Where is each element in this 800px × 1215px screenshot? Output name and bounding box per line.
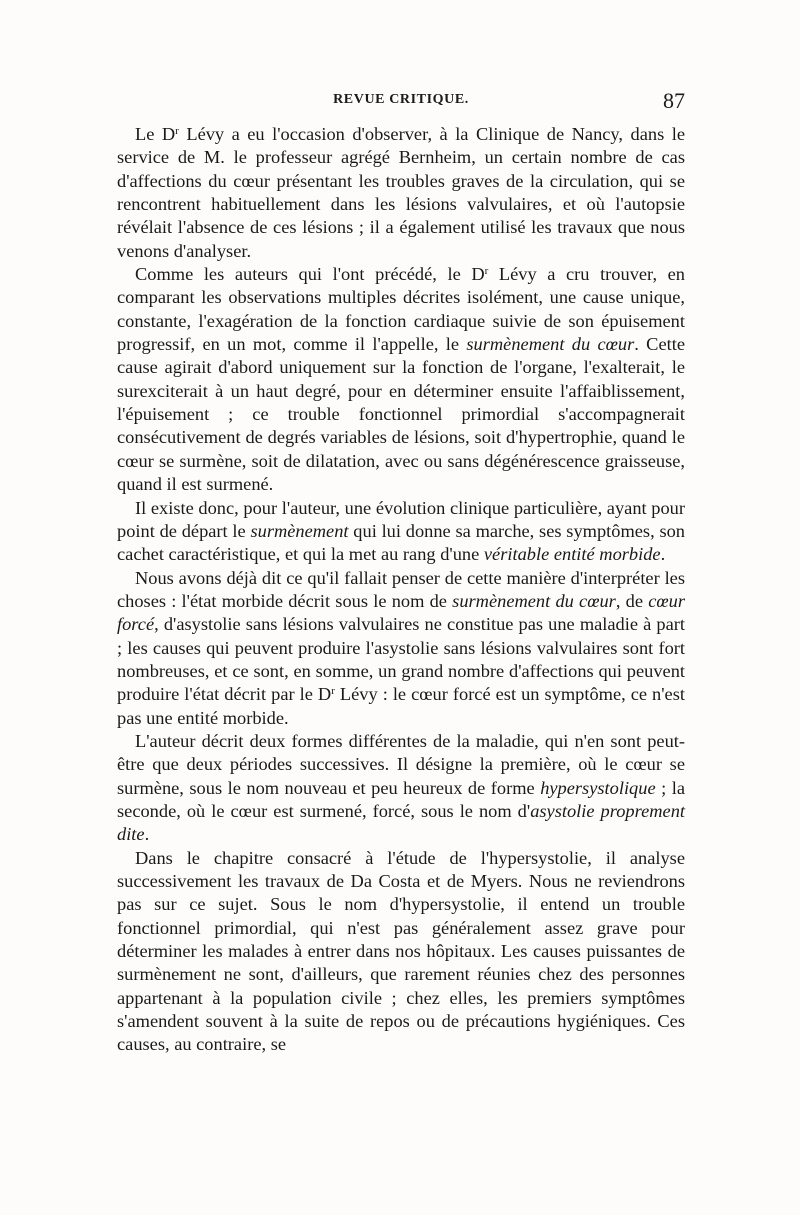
text-run: Nous avons déjà dit ce qu'il fallait penser de cette manière d'interpréter les choses : l'état morbide décrit sous le nom de — [117, 567, 685, 611]
italic-text: asystolie proprement dite — [117, 800, 685, 845]
paragraph — [117, 730, 685, 847]
paragraph — [117, 123, 685, 263]
text-run: Dans le chapitre consacré à l'étude de l'hypersystolie, il analyse successivement les travaux de Da Costa et de Myers. Nous ne reviendrons pas sur ce sujet. Sous le nom d'hypersystolie, il entend un trouble fonctionnel primordial, qui n'est pas généralement assez grave pour déterminer les malades à entrer dans nos hôpitaux. Les causes puissantes de surmènement ne sont, d'ailleurs, que rarement réunies chez des personnes appartenant à la population civile ; chez elles, les premiers symptômes s'amendent souvent à la suite de repos ou de précautions hygiéniques. Ces causes, au contraire, se — [117, 847, 685, 1055]
running-title: REVUE CRITIQUE. — [333, 92, 469, 107]
superscript: r — [175, 125, 179, 137]
text-run: . — [660, 544, 666, 565]
paragraph — [117, 497, 685, 567]
running-head — [117, 88, 685, 116]
italic-text: hypersystolique — [540, 777, 656, 798]
italic-text: véritable entité morbide — [483, 544, 661, 565]
paragraph — [117, 567, 685, 730]
text-run: Lévy a eu l'occasion d'observer, à la Clinique de Nancy, dans le service de M. le professeur agrégé Bernheim, un certain nombre de cas d'affections du cœur présentant les troubles graves de la circulation, qui se rencontrent habituellement dans les lésions valvulaires, et où l'autopsie révélait l'absence de ces lésions ; il a également utilisé les travaux que nous venons d'analyser. — [117, 124, 685, 261]
text-run: , d'asystolie sans lésions valvulaires ne constitue pas une maladie à part ; les causes qui peuvent produire l'asystolie sans lésions valvulaires sont fort nombreuses, et ce sont, en somme, un grand nombre d'affections qui peuvent produire l'état décrit par le D — [117, 614, 685, 705]
body-text — [117, 123, 685, 1057]
text-run: qui lui donne sa marche, ses symptômes, son cachet caractéristique, et qui la met au rang d'une — [117, 520, 685, 565]
text-run: Lévy : le cœur forcé est un symptôme, ce n'est pas une entité morbide. — [117, 684, 685, 728]
text-run: Le D — [135, 124, 176, 144]
italic-text: surmènement du cœur — [452, 590, 616, 611]
italic-text: surmènement du cœur — [466, 334, 635, 355]
paragraph — [117, 263, 685, 496]
italic-text: cœur forcé — [117, 590, 685, 635]
superscript: r — [484, 265, 489, 278]
paragraph — [117, 847, 685, 1057]
text-run: ; la seconde, où le cœur est surmené, forcé, sous le nom d' — [117, 777, 686, 821]
text-run: Comme les auteurs qui l'ont précédé, le D — [135, 264, 485, 285]
text-run: . — [144, 824, 150, 845]
text-run: L'auteur décrit deux formes différentes de la maladie, qui n'en sont peut-être que deux périodes successives. Il désigne la première, où le cœur se surmène, sous le nom nouveau et peu heureux de forme — [117, 730, 685, 798]
text-run: . Cette cause agirait d'abord uniquement sur la fonction de l'organe, l'exalterait, le surexciterait à un haut degré, pour en déterminer ensuite l'affaiblissement, l'épuisement ; ce trouble fonctionnel primordial s'accompagnerait consécutivement de degrés variables de lésions, soit d'hypertrophie, quand le cœur se surmène, soit de dilatation, avec ou sans dégénérescence graisseuse, quand il est surmené. — [117, 334, 685, 495]
text-run: Il existe donc, pour l'auteur, une évolution clinique particulière, ayant pour point de départ le — [117, 497, 685, 541]
text-run: , de — [615, 590, 649, 611]
italic-text: surmènement — [250, 520, 349, 541]
text-run: Lévy a cru trouver, en comparant les observations multiples décrites isolément, une cause unique, constante, l'exagération de la fonction cardiaque suivie de son épuisement progressif, en un mot, comme il l'appelle, le — [117, 264, 685, 355]
superscript: r — [331, 685, 335, 698]
page-number: 87 — [663, 88, 685, 113]
